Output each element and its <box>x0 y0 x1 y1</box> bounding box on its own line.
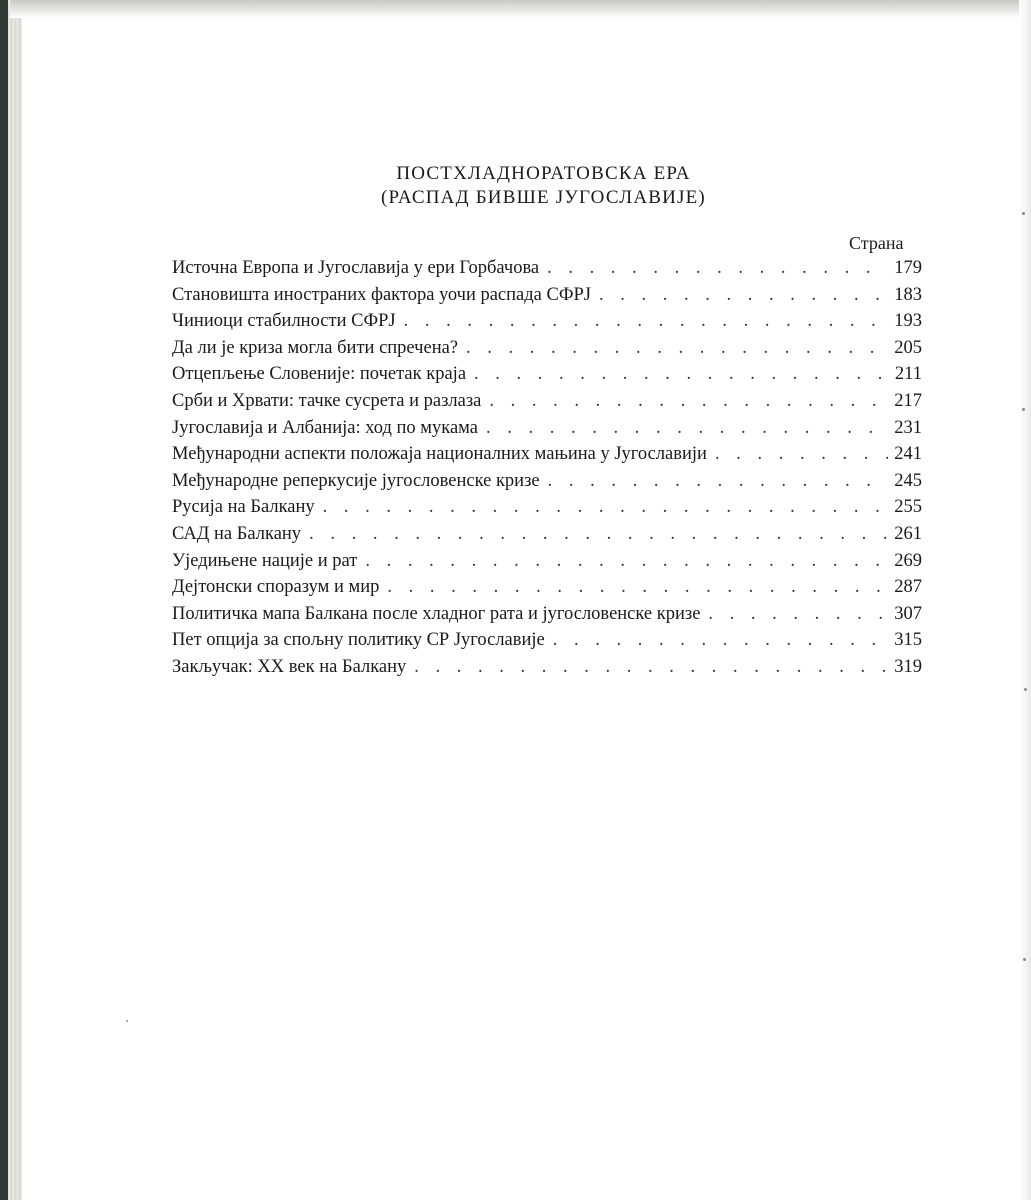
toc-entry <box>172 391 922 418</box>
toc-entry-page: 287 <box>894 577 922 598</box>
toc-dot-leader <box>478 418 888 439</box>
toc-entry-page: 245 <box>894 470 922 491</box>
toc-dot-leader <box>357 551 888 572</box>
top-page-edge <box>10 0 1031 18</box>
toc-entry-title: Чиниоци стабилности СФРЈ <box>172 311 396 332</box>
toc-entry-page: 307 <box>894 603 922 624</box>
toc-entry-title: Уједињене нације и рат <box>172 550 358 571</box>
toc-entry-title: Становишта иностраних фактора уочи распада СФРЈ <box>172 284 591 305</box>
scan-speck <box>1022 212 1025 215</box>
toc-entry <box>172 471 922 498</box>
toc-dot-leader <box>458 338 888 359</box>
toc-entry-title: Политичка мапа Балкана после хладног рата и југословенске кризе <box>172 603 701 624</box>
section-heading-line-1: ПОСТХЛАДНОРАТОВСКА ЕРА <box>396 163 691 184</box>
toc-entry-title: Југославија и Албанија: ход по мукама <box>172 417 478 438</box>
toc-dot-leader <box>481 391 888 412</box>
toc-dot-leader <box>707 444 888 465</box>
toc-entry-page: 315 <box>894 630 922 651</box>
toc-dot-leader <box>466 364 888 385</box>
toc-entry <box>172 364 922 391</box>
toc-entry-title: Да ли је криза могла бити спречена? <box>172 337 459 358</box>
toc-entry-title: Међународне реперкусије југословенске кризе <box>172 470 540 491</box>
page-column-label: Страна <box>849 233 904 253</box>
toc-entry-title: Међународни аспекти положаја националних мањина у Југославији <box>172 444 707 465</box>
toc-entry-page: 211 <box>894 364 922 385</box>
toc-entry <box>172 418 922 445</box>
toc-entry-title: Пет опција за спољну политику СР Југославије <box>172 630 545 651</box>
toc-entry-page: 261 <box>894 523 922 544</box>
toc-dot-leader <box>396 311 888 332</box>
toc-entry-page: 255 <box>894 497 922 518</box>
toc-entry-page: 193 <box>894 311 922 332</box>
scan-speck <box>1022 408 1025 411</box>
scan-speck <box>1024 688 1027 691</box>
toc-entry-page: 217 <box>894 390 922 411</box>
toc-entry-page: 231 <box>894 417 922 438</box>
toc-entry <box>172 604 922 631</box>
toc-entry <box>172 577 922 604</box>
toc-dot-leader <box>379 577 888 598</box>
toc-dot-leader <box>539 258 888 279</box>
scan-speck <box>126 1020 128 1022</box>
toc-dot-leader <box>406 657 888 678</box>
toc-entry-title: Источна Европа и Југославија у ери Горбачова <box>172 258 540 278</box>
section-heading-line-2: (РАСПАД БИВШЕ ЈУГОСЛАВИЈЕ) <box>381 187 706 208</box>
toc-entry-title: Срби и Хрвати: тачке сусрета и разлаза <box>172 390 482 411</box>
toc-dot-leader <box>540 471 888 492</box>
toc-entry <box>172 338 922 365</box>
toc-entry <box>172 657 922 684</box>
toc-entry <box>172 551 922 578</box>
toc-entry <box>172 311 922 338</box>
toc-entry <box>172 497 922 524</box>
scan-speck <box>1023 958 1026 961</box>
table-of-contents <box>172 258 922 684</box>
toc-dot-leader <box>301 524 888 545</box>
toc-entry-title: САД на Балкану <box>172 523 302 544</box>
toc-dot-leader <box>545 630 888 651</box>
toc-entry-page: 179 <box>894 258 922 278</box>
toc-dot-leader <box>315 497 888 518</box>
toc-dot-leader <box>591 285 888 306</box>
toc-entry <box>172 524 922 551</box>
toc-entry <box>172 258 922 285</box>
toc-entry <box>172 444 922 471</box>
toc-entry-title: Дејтонски споразум и мир <box>172 577 380 598</box>
toc-entry <box>172 630 922 657</box>
toc-entry-page: 319 <box>894 656 922 677</box>
toc-entry-title: Отцепљење Словеније: почетак краја <box>172 364 467 385</box>
toc-entry <box>172 285 922 312</box>
toc-entry-title: Закључак: XX век на Балкану <box>172 656 407 677</box>
toc-entry-page: 205 <box>894 337 922 358</box>
toc-entry-page: 241 <box>894 444 922 465</box>
toc-entry-title: Русија на Балкану <box>172 497 315 518</box>
toc-entry-page: 183 <box>894 284 922 305</box>
toc-entry-page: 269 <box>894 550 922 571</box>
toc-dot-leader <box>700 604 888 625</box>
